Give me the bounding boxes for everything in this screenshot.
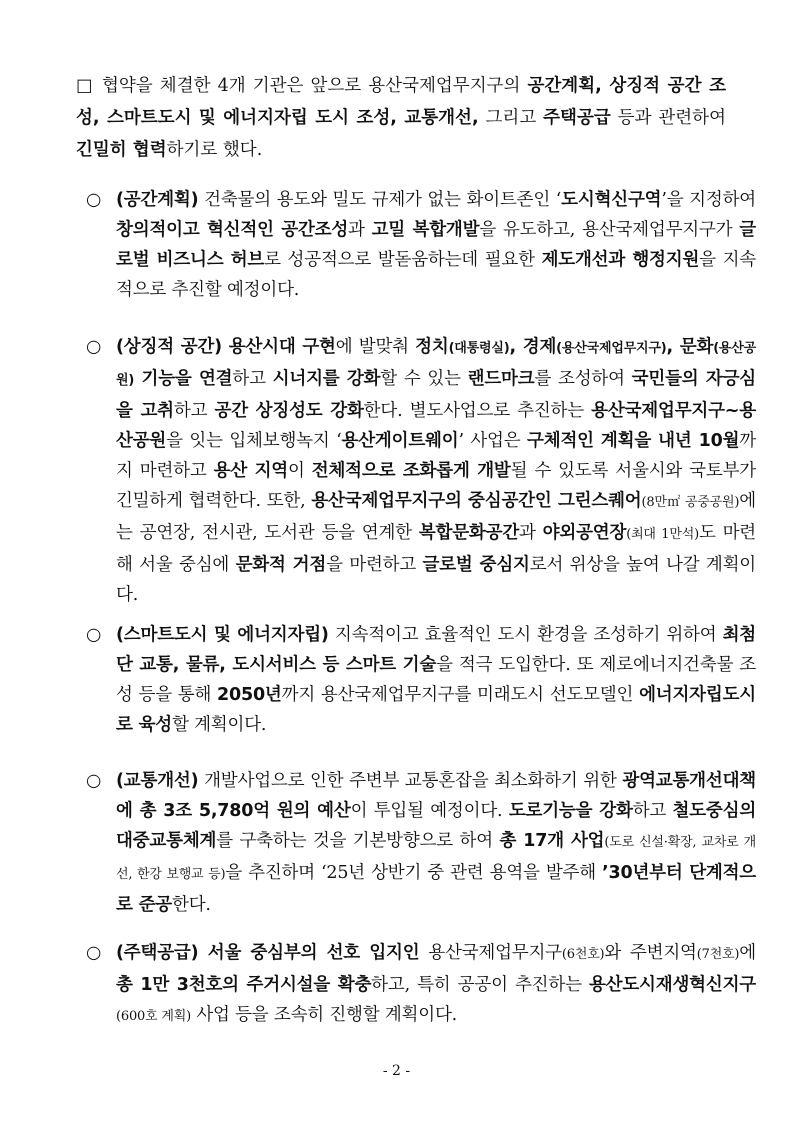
bold-text: 제도개선과 행정지원 — [541, 250, 700, 270]
bold-text: (용산공원) — [116, 341, 757, 388]
bold-text: 용산 지역 — [213, 461, 288, 481]
body-text: 사업 등을 조속히 진행할 계획이다. — [190, 1005, 458, 1025]
bold-text: 광역교통개선대책에 총 3조 5,780억 원의 예산 — [116, 771, 756, 821]
body-text: 와 주변지역 — [604, 943, 697, 963]
bold-text: (용산국제업무지구) — [556, 341, 667, 356]
body-text: 과 — [519, 523, 543, 543]
body-text: (최대 1만석) — [626, 527, 699, 542]
bold-text: 정치 — [415, 337, 449, 357]
bold-text: 최첨단 교통, 물류, 도시서비스 등 스마트 기술 — [116, 625, 757, 675]
body-text: 이 — [288, 461, 312, 481]
bold-text: , 문화 — [666, 337, 714, 357]
body-text: 할 계획이다. — [172, 715, 267, 735]
item-symbolic-space — [86, 332, 756, 610]
body-text: 하고, 특히 공공이 추진하는 — [371, 975, 589, 995]
bold-text: (상징적 공간) 용산시대 구현 — [116, 337, 336, 357]
body-text: 에 발맞춰 — [335, 337, 416, 357]
body-text: 을 지속적으로 추진할 예정이다. — [116, 250, 756, 300]
body-text: 를 조성하여 — [534, 369, 632, 389]
item-space-plan — [86, 185, 756, 305]
body-text: 한다. — [172, 895, 211, 915]
intro-text-3: 등과 관련하여 — [610, 108, 726, 128]
body-text: (600호 계획) — [116, 1009, 191, 1024]
body-text: 이 투입될 예정이다. — [350, 801, 509, 821]
body-text: ’을 지정하여 — [661, 190, 756, 210]
bullet-icon: ○ — [86, 771, 102, 791]
body-text: (8만㎡ 공중공원) — [641, 495, 740, 510]
body-text: 로 성공적으로 발돋움하는데 필요한 — [264, 250, 542, 270]
bold-text: 복합문화공간 — [418, 523, 520, 543]
body-text: 하고 — [173, 401, 215, 421]
bold-text: 시너지를 강화 — [272, 369, 381, 389]
body-text: 에는 공연장, 전시관, 도서관 등을 연계한 — [116, 491, 756, 543]
bold-text: , 경제 — [509, 337, 557, 357]
body-text: 까지 용산국제업무지구를 미래도시 선도모델인 — [281, 685, 640, 705]
bold-text: 국민들의 자긍심을 고취 — [116, 369, 756, 421]
bold-text: 총 1만 3천호의 주거시설을 확충 — [116, 975, 372, 995]
body-text: 할 수 있는 — [380, 369, 468, 389]
bold-text: 글로벌 중심지 — [422, 555, 530, 575]
bullet-icon: ○ — [86, 943, 102, 963]
bold-text: 글로벌 비즈니스 허브 — [116, 220, 757, 270]
bold-text: 용산도시재생혁신지구 — [588, 975, 756, 995]
bold-text: 용산국제업무지구의 중심공간인 그린스퀘어 — [311, 491, 642, 511]
body-text: 을 추진하며 ‘25년 상반기 중 관련 용역을 발주해 — [225, 863, 603, 883]
bold-text: (대통령실) — [448, 341, 510, 356]
bold-text: ’30년부터 단계적으로 준공 — [116, 863, 757, 915]
body-text: ’ 사업은 — [458, 431, 528, 451]
bullet-icon: ○ — [86, 190, 102, 210]
bold-text: 용산국제업무지구~용산공원 — [116, 401, 756, 451]
body-text: (6천호) — [561, 947, 605, 962]
intro-paragraph — [76, 70, 726, 166]
body-text: 될 수 있도록 서울시와 국토부가 긴밀하게 협력한다. 또한, — [116, 461, 756, 511]
intro-bold-2: 주택공급 — [543, 108, 611, 128]
bold-text: (주택공급) 서울 중심부의 선호 입지인 — [116, 943, 420, 963]
page-number: - 2 - — [382, 1063, 411, 1079]
body-text: 건축물의 용도와 밀도 규제가 없는 화이트존인 ‘ — [198, 190, 562, 210]
item-traffic — [86, 766, 756, 920]
body-text: 을 유도하고, 용산국제업무지구가 — [479, 220, 740, 240]
body-text: 한다. 별도사업으로 추진하는 — [363, 401, 592, 421]
bold-text: (공간계획) — [116, 190, 199, 210]
bold-text: 문화적 거점 — [235, 555, 327, 575]
intro-bold-1: 공간계획, 상징적 공간 조성, 스마트도시 및 에너지자립 도시 조성, 교통개선, — [76, 76, 726, 128]
body-text: 하고 — [632, 801, 673, 821]
intro-text-2: 그리고 — [478, 108, 544, 128]
bold-text: 구체적인 계획을 내년 10월 — [527, 431, 740, 451]
body-text: 로서 위상을 높여 나갈 계획이다. — [116, 555, 756, 605]
body-text: 과 — [348, 220, 372, 240]
bold-text: 철도중심의 대중교통체계 — [116, 801, 757, 851]
item-smart-city — [86, 620, 756, 740]
bold-text: (스마트도시 및 에너지자립) — [116, 625, 329, 645]
intro-text-4: 하기로 했다. — [166, 140, 263, 160]
item-housing — [86, 938, 756, 1032]
body-text: 에 — [739, 943, 756, 963]
body-text: 을 적극 도입한다. 또 제로에너지건축물 조성 등을 통해 — [116, 655, 756, 705]
body-text: 지속적이고 효율적인 도시 환경을 조성하기 위하여 — [328, 625, 723, 645]
bold-text: 기능을 연결 — [134, 369, 233, 389]
body-text: 하고 — [232, 369, 273, 389]
bullet-icon: ○ — [86, 625, 102, 645]
body-text: 개발사업으로 인한 주변부 교통혼잡을 최소화하기 위한 — [198, 771, 623, 791]
bold-text: 야외공연장 — [542, 523, 627, 543]
body-text: 을 마련하고 — [326, 555, 423, 575]
body-text: (도로 신설·확장, 교차로 개선, 한강 보행교 등) — [116, 835, 756, 882]
bold-text: (교통개선) — [116, 771, 199, 791]
bold-text: 고밀 복합개발 — [371, 220, 480, 240]
body-text: 을 잇는 입체보행녹지 ‘ — [166, 431, 342, 451]
intro-text-1: 협약을 체결한 4개 기관은 앞으로 용산국제업무지구의 — [102, 76, 528, 96]
bold-text: 도로기능을 강화 — [508, 801, 633, 821]
body-text: 까지 마련하고 — [116, 431, 757, 481]
bold-text: 전체적으로 조화롭게 개발 — [311, 461, 511, 481]
bold-text: 도시혁신구역 — [561, 190, 662, 210]
body-text: 를 구축하는 것을 기본방향으로 하여 — [216, 831, 500, 851]
bold-text: 총 17개 사업 — [499, 831, 605, 851]
bold-text: 랜드마크 — [467, 369, 535, 389]
bold-text: 2050년 — [217, 685, 282, 705]
bold-text: 창의적이고 혁신적인 공간조성 — [116, 220, 349, 240]
bold-text: 에너지자립도시로 육성 — [116, 685, 756, 735]
bullet-icon: ○ — [86, 337, 102, 357]
checkbox-icon: □ — [76, 76, 93, 96]
bold-text: 공간 상징성도 강화 — [214, 401, 364, 421]
body-text: (7천호) — [696, 947, 740, 962]
body-text: 용산국제업무지구 — [419, 943, 562, 963]
intro-bold-3: 긴밀히 협력 — [76, 140, 167, 160]
body-text: 도 마련해 서울 중심에 — [116, 523, 756, 575]
bold-text: 용산게이트웨이 — [341, 431, 459, 451]
